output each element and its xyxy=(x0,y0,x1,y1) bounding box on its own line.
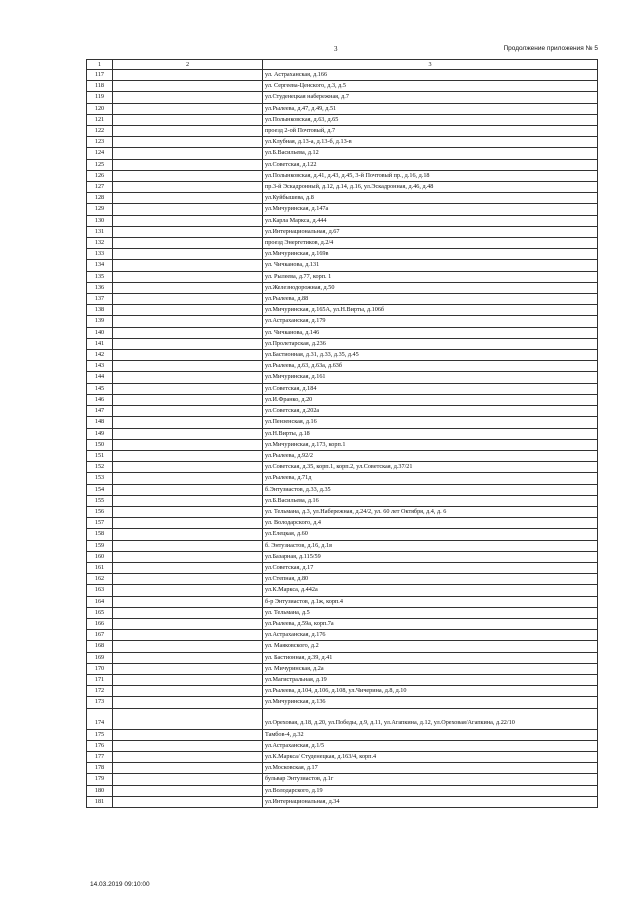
table-row xyxy=(87,148,598,159)
row-number-cell: 122 xyxy=(87,126,113,137)
address-cell: ул.Студенецкая набережная, д.7 xyxy=(263,92,598,103)
address-cell: ул.Советская, д.202а xyxy=(263,406,598,417)
address-cell: ул.Полынковская, д.41, д.43, д.45, 3-й Почтовый пр., д.16, д.18 xyxy=(263,170,598,181)
row-number-cell: 158 xyxy=(87,529,113,540)
row-number-cell: 148 xyxy=(87,417,113,428)
empty-cell xyxy=(113,663,263,674)
empty-cell xyxy=(113,114,263,125)
empty-cell xyxy=(113,361,263,372)
empty-cell xyxy=(113,439,263,450)
empty-cell xyxy=(113,462,263,473)
empty-cell xyxy=(113,697,263,708)
row-number-cell: 119 xyxy=(87,92,113,103)
row-number-cell: 151 xyxy=(87,450,113,461)
row-number-cell: 121 xyxy=(87,114,113,125)
table-row xyxy=(87,249,598,260)
address-cell: ул. Володарского, д.4 xyxy=(263,518,598,529)
row-number-cell: 152 xyxy=(87,462,113,473)
row-number-cell: 155 xyxy=(87,495,113,506)
table-row xyxy=(87,92,598,103)
table-row xyxy=(87,697,598,708)
table-row xyxy=(87,215,598,226)
table-row xyxy=(87,585,598,596)
address-cell: ул.Интернациональная, д.67 xyxy=(263,226,598,237)
table-row xyxy=(87,686,598,697)
table-row xyxy=(87,785,598,796)
empty-cell xyxy=(113,350,263,361)
table-row xyxy=(87,641,598,652)
column-header-3: 3 xyxy=(263,60,598,70)
row-number-cell: 154 xyxy=(87,484,113,495)
empty-cell xyxy=(113,473,263,484)
row-number-cell: 163 xyxy=(87,585,113,596)
table-row xyxy=(87,372,598,383)
address-cell: ул.Астраханская, д.1/5 xyxy=(263,740,598,751)
table-row xyxy=(87,529,598,540)
row-number-cell: 126 xyxy=(87,170,113,181)
row-number-cell: 175 xyxy=(87,729,113,740)
row-number-cell: 133 xyxy=(87,249,113,260)
row-number-cell: 171 xyxy=(87,674,113,685)
table-row xyxy=(87,159,598,170)
table-row xyxy=(87,327,598,338)
row-number-cell: 180 xyxy=(87,785,113,796)
table-row xyxy=(87,137,598,148)
table-row xyxy=(87,81,598,92)
row-number-cell: 138 xyxy=(87,305,113,316)
empty-cell xyxy=(113,148,263,159)
address-cell: ул. Бастионная, д.39, д.41 xyxy=(263,652,598,663)
table-row xyxy=(87,574,598,585)
empty-cell xyxy=(113,518,263,529)
address-cell: ул.К.Маркса, д.442а xyxy=(263,585,598,596)
address-cell: ул.Астраханская, д.179 xyxy=(263,316,598,327)
empty-cell xyxy=(113,506,263,517)
address-cell: ул.Астраханская, д.176 xyxy=(263,630,598,641)
table-row xyxy=(87,271,598,282)
row-number-cell: 125 xyxy=(87,159,113,170)
table-row xyxy=(87,383,598,394)
address-cell: ул.И.Франко, д.20 xyxy=(263,394,598,405)
table-header-row xyxy=(87,60,598,70)
address-cell: Тамбов-4, д.32 xyxy=(263,729,598,740)
row-number-cell: 166 xyxy=(87,618,113,629)
address-cell: ул.Пензенская, д.16 xyxy=(263,417,598,428)
address-cell: проезд Энергетиков, д.2/4 xyxy=(263,238,598,249)
address-cell: ул.Рылеева, д.59а, корп.7а xyxy=(263,618,598,629)
row-number-cell: 179 xyxy=(87,774,113,785)
address-cell: ул.Мичуринская, д.147а xyxy=(263,204,598,215)
address-cell: ул. Чичканова, д.146 xyxy=(263,327,598,338)
row-number-cell: 134 xyxy=(87,260,113,271)
table-row xyxy=(87,361,598,372)
address-cell: ул.Базарная, д.115/59 xyxy=(263,551,598,562)
table-row xyxy=(87,103,598,114)
empty-cell xyxy=(113,708,263,729)
row-number-cell: 147 xyxy=(87,406,113,417)
row-number-cell: 172 xyxy=(87,686,113,697)
row-number-cell: 123 xyxy=(87,137,113,148)
empty-cell xyxy=(113,316,263,327)
table-row xyxy=(87,740,598,751)
row-number-cell: 127 xyxy=(87,182,113,193)
row-number-cell: 160 xyxy=(87,551,113,562)
empty-cell xyxy=(113,126,263,137)
address-cell: ул.Мичуринская, д.136 xyxy=(263,697,598,708)
address-cell: ул.Советская, д.184 xyxy=(263,383,598,394)
empty-cell xyxy=(113,751,263,762)
table-row xyxy=(87,417,598,428)
address-cell: ул.Рылеева, д.71д xyxy=(263,473,598,484)
empty-cell xyxy=(113,796,263,807)
address-cell: ул. Чичканова, д.131 xyxy=(263,260,598,271)
row-number-cell: 131 xyxy=(87,226,113,237)
address-cell: бульвар Энтузиастов, д.1г xyxy=(263,774,598,785)
row-number-cell: 139 xyxy=(87,316,113,327)
address-cell: ул.Б.Васильева, д.12 xyxy=(263,148,598,159)
table-row xyxy=(87,193,598,204)
empty-cell xyxy=(113,159,263,170)
empty-cell xyxy=(113,193,263,204)
address-cell: ул. Астраханская, д.166 xyxy=(263,70,598,81)
empty-cell xyxy=(113,260,263,271)
empty-cell xyxy=(113,271,263,282)
empty-cell xyxy=(113,215,263,226)
table-row xyxy=(87,708,598,729)
address-cell: ул. Тельмана, д.5 xyxy=(263,607,598,618)
row-number-cell: 168 xyxy=(87,641,113,652)
address-cell: ул.Рылеева, д.104, д.106, д.108, ул.Чичерина, д.8, д.10 xyxy=(263,686,598,697)
empty-cell xyxy=(113,529,263,540)
address-cell: ул.Н.Вирты, д.18 xyxy=(263,428,598,439)
table-row xyxy=(87,182,598,193)
row-number-cell: 178 xyxy=(87,763,113,774)
table-row xyxy=(87,774,598,785)
empty-cell xyxy=(113,338,263,349)
address-cell: ул.Б.Васильева, д.16 xyxy=(263,495,598,506)
row-number-cell: 144 xyxy=(87,372,113,383)
row-number-cell: 174 xyxy=(87,708,113,729)
empty-cell xyxy=(113,540,263,551)
row-number-cell: 176 xyxy=(87,740,113,751)
row-number-cell: 177 xyxy=(87,751,113,762)
row-number-cell: 137 xyxy=(87,294,113,305)
table-row xyxy=(87,226,598,237)
address-cell: б-р Энтузиастов, д.1ж, корп.4 xyxy=(263,596,598,607)
address-cell: ул.Советская, д.17 xyxy=(263,562,598,573)
table-row xyxy=(87,170,598,181)
column-header-1: 1 xyxy=(87,60,113,70)
address-cell: ул. Рылеева, д.77, корп. 1 xyxy=(263,271,598,282)
address-cell: ул.Клубная, д.13-а, д.13-б, д.13-в xyxy=(263,137,598,148)
empty-cell xyxy=(113,226,263,237)
empty-cell xyxy=(113,630,263,641)
row-number-cell: 149 xyxy=(87,428,113,439)
address-cell: ул.Мичуринская, д.165А, ул.Н.Вирты, д.106б xyxy=(263,305,598,316)
empty-cell xyxy=(113,785,263,796)
empty-cell xyxy=(113,484,263,495)
empty-cell xyxy=(113,92,263,103)
row-number-cell: 145 xyxy=(87,383,113,394)
address-cell: пр.3-й Эскадронный, д.12, д.14, д.16, ул.Эскадронная, д.46, д.48 xyxy=(263,182,598,193)
table-row xyxy=(87,506,598,517)
empty-cell xyxy=(113,641,263,652)
address-cell: ул.Полынковская, д.63, д.65 xyxy=(263,114,598,125)
page-number: 3 xyxy=(334,45,338,53)
table-row xyxy=(87,204,598,215)
address-cell: ул.Карла Маркса, д.444 xyxy=(263,215,598,226)
table-row xyxy=(87,674,598,685)
table-row xyxy=(87,751,598,762)
table-row xyxy=(87,607,598,618)
row-number-cell: 130 xyxy=(87,215,113,226)
address-cell: ул.Мичуринская, д.161 xyxy=(263,372,598,383)
appendix-caption: Продолжение приложения № 5 xyxy=(503,45,598,52)
table-row xyxy=(87,484,598,495)
table-row xyxy=(87,305,598,316)
address-cell: ул. Маяковского, д.2 xyxy=(263,641,598,652)
address-cell: ул.Рылеева, д.63, д.63а, д.63б xyxy=(263,361,598,372)
empty-cell xyxy=(113,372,263,383)
table-row xyxy=(87,282,598,293)
empty-cell xyxy=(113,729,263,740)
empty-cell xyxy=(113,763,263,774)
table-row xyxy=(87,596,598,607)
address-cell: ул.Советская, д.122 xyxy=(263,159,598,170)
row-number-cell: 167 xyxy=(87,630,113,641)
row-number-cell: 118 xyxy=(87,81,113,92)
row-number-cell: 159 xyxy=(87,540,113,551)
table-row xyxy=(87,428,598,439)
address-cell: проезд 2-ой Почтовый, д.7 xyxy=(263,126,598,137)
empty-cell xyxy=(113,383,263,394)
table-row xyxy=(87,394,598,405)
row-number-cell: 141 xyxy=(87,338,113,349)
row-number-cell: 140 xyxy=(87,327,113,338)
table-row xyxy=(87,70,598,81)
table-row xyxy=(87,114,598,125)
address-cell: ул.Мичуринская, д.169в xyxy=(263,249,598,260)
empty-cell xyxy=(113,81,263,92)
empty-cell xyxy=(113,406,263,417)
empty-cell xyxy=(113,282,263,293)
row-number-cell: 170 xyxy=(87,663,113,674)
table-row xyxy=(87,630,598,641)
table-row xyxy=(87,294,598,305)
table-row xyxy=(87,763,598,774)
empty-cell xyxy=(113,394,263,405)
table-row xyxy=(87,126,598,137)
empty-cell xyxy=(113,305,263,316)
address-cell: ул.Елецкая, д.60 xyxy=(263,529,598,540)
empty-cell xyxy=(113,574,263,585)
address-table-body xyxy=(87,60,598,808)
address-cell: ул.Московская, д.17 xyxy=(263,763,598,774)
table-row xyxy=(87,495,598,506)
table-row xyxy=(87,540,598,551)
empty-cell xyxy=(113,70,263,81)
row-number-cell: 157 xyxy=(87,518,113,529)
row-number-cell: 162 xyxy=(87,574,113,585)
empty-cell xyxy=(113,618,263,629)
empty-cell xyxy=(113,495,263,506)
row-number-cell: 165 xyxy=(87,607,113,618)
address-cell: ул.Советская, д.35, корп.1, корп.2, ул.Советская, д.37/21 xyxy=(263,462,598,473)
address-cell: ул.Рылеева, д.47, д.49, д.51 xyxy=(263,103,598,114)
address-cell: ул. Сергеева-Ценского, д.3, д.5 xyxy=(263,81,598,92)
row-number-cell: 161 xyxy=(87,562,113,573)
table-row xyxy=(87,518,598,529)
empty-cell xyxy=(113,740,263,751)
table-row xyxy=(87,663,598,674)
row-number-cell: 124 xyxy=(87,148,113,159)
row-number-cell: 164 xyxy=(87,596,113,607)
table-row xyxy=(87,618,598,629)
empty-cell xyxy=(113,204,263,215)
empty-cell xyxy=(113,170,263,181)
empty-cell xyxy=(113,327,263,338)
address-cell: ул.Интернациональная, д.34 xyxy=(263,796,598,807)
address-cell: ул.Куйбышева, д.8 xyxy=(263,193,598,204)
column-header-2: 2 xyxy=(113,60,263,70)
address-cell: ул.Рылеева, д.88 xyxy=(263,294,598,305)
row-number-cell: 173 xyxy=(87,697,113,708)
address-cell: ул.Магистральная, д.19 xyxy=(263,674,598,685)
empty-cell xyxy=(113,417,263,428)
address-cell: ул.Пролетарская, д.236 xyxy=(263,338,598,349)
empty-cell xyxy=(113,103,263,114)
row-number-cell: 181 xyxy=(87,796,113,807)
table-row xyxy=(87,260,598,271)
table-row xyxy=(87,338,598,349)
row-number-cell: 143 xyxy=(87,361,113,372)
empty-cell xyxy=(113,137,263,148)
table-row xyxy=(87,462,598,473)
table-row xyxy=(87,562,598,573)
address-cell: ул. Мичуринская, д.2а xyxy=(263,663,598,674)
table-row xyxy=(87,551,598,562)
table-row xyxy=(87,350,598,361)
empty-cell xyxy=(113,585,263,596)
empty-cell xyxy=(113,674,263,685)
address-cell: б. Энтузиастов, д.16, д.1в xyxy=(263,540,598,551)
row-number-cell: 132 xyxy=(87,238,113,249)
row-number-cell: 117 xyxy=(87,70,113,81)
address-cell: ул.Володарского, д.19 xyxy=(263,785,598,796)
empty-cell xyxy=(113,249,263,260)
address-cell: ул.Мичуринская, д.173, корп.1 xyxy=(263,439,598,450)
table-row xyxy=(87,473,598,484)
empty-cell xyxy=(113,596,263,607)
address-cell: ул. Тельмана, д.3, ул.Набережная, д.24/2, ул. 60 лет Октября, д.4, д. 6 xyxy=(263,506,598,517)
table-row xyxy=(87,450,598,461)
row-number-cell: 156 xyxy=(87,506,113,517)
address-cell: ул.Железнодорожная, д.50 xyxy=(263,282,598,293)
address-cell: ул.Бастионная, д.31, д.33, д.35, д.45 xyxy=(263,350,598,361)
row-number-cell: 146 xyxy=(87,394,113,405)
table-row xyxy=(87,729,598,740)
empty-cell xyxy=(113,562,263,573)
empty-cell xyxy=(113,428,263,439)
empty-cell xyxy=(113,450,263,461)
address-cell: ул.Ореховая, д.18, д.20, ул.Победы, д.9, д.11, ул.Агапкина, д.12, ул.Ореховая/Агапкина, д.22/10 xyxy=(263,708,598,729)
row-number-cell: 142 xyxy=(87,350,113,361)
empty-cell xyxy=(113,607,263,618)
address-cell: ул.Рылеева, д.92/2 xyxy=(263,450,598,461)
row-number-cell: 169 xyxy=(87,652,113,663)
table-row xyxy=(87,406,598,417)
row-number-cell: 128 xyxy=(87,193,113,204)
empty-cell xyxy=(113,551,263,562)
address-cell: ул.Степная, д.80 xyxy=(263,574,598,585)
empty-cell xyxy=(113,294,263,305)
table-row xyxy=(87,238,598,249)
table-row xyxy=(87,796,598,807)
address-table xyxy=(86,59,598,808)
row-number-cell: 129 xyxy=(87,204,113,215)
empty-cell xyxy=(113,182,263,193)
row-number-cell: 136 xyxy=(87,282,113,293)
footer-timestamp: 14.03.2019 09:10:00 xyxy=(90,881,150,888)
empty-cell xyxy=(113,774,263,785)
row-number-cell: 135 xyxy=(87,271,113,282)
row-number-cell: 153 xyxy=(87,473,113,484)
table-row xyxy=(87,439,598,450)
empty-cell xyxy=(113,238,263,249)
empty-cell xyxy=(113,652,263,663)
address-cell: ул.К.Маркса/ Студенецкая, д.163/4, корп.4 xyxy=(263,751,598,762)
row-number-cell: 120 xyxy=(87,103,113,114)
table-row xyxy=(87,652,598,663)
row-number-cell: 150 xyxy=(87,439,113,450)
address-cell: б.Энтузиастов, д.33, д.35 xyxy=(263,484,598,495)
empty-cell xyxy=(113,686,263,697)
table-row xyxy=(87,316,598,327)
